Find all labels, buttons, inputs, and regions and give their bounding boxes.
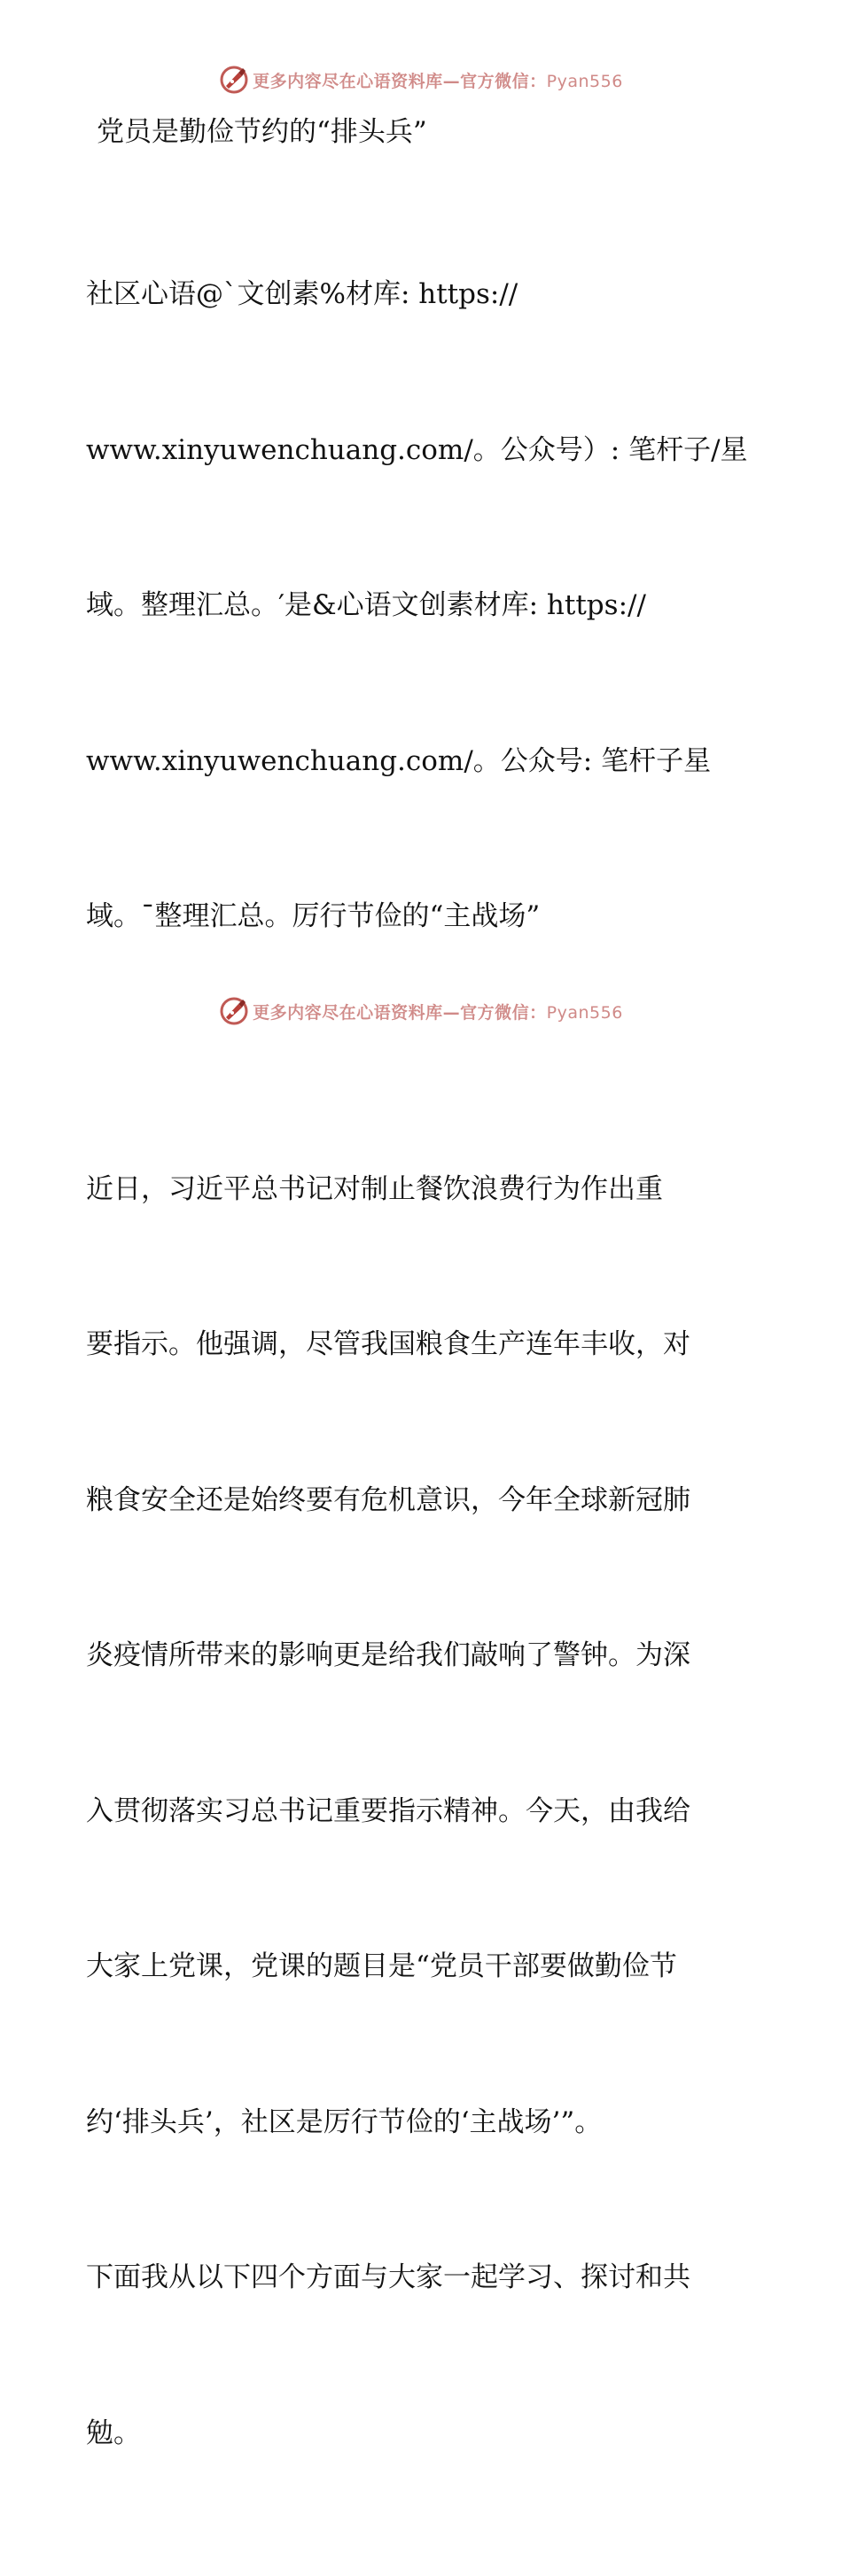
header-brand-text — [253, 68, 623, 92]
footer-wechat-handle[interactable]: Pyan556 — [546, 1002, 623, 1023]
paragraph-2-line: 入贯彻落实习总书记重要指示精神。今天，由我给 — [86, 1794, 690, 1827]
document-body — [86, 106, 760, 2576]
footer-brand-text — [253, 1000, 623, 1023]
header-brand-label: 更多内容尽在心语资料库—官方微信： — [253, 71, 547, 91]
paragraph-2-line: 近日，习近平总书记对制止餐饮浪费行为作出重 — [86, 1172, 663, 1205]
paragraph-2-line: 下面我从以下四个方面与大家一起学习、探讨和共 — [86, 2261, 690, 2293]
header-banner — [0, 62, 842, 97]
paragraph-1-line: www.xinyuwenchuang.com/。公众号: 笔杆子星 — [86, 744, 712, 777]
document-title: 党员是勤俭节约的“排头兵” — [97, 116, 427, 148]
paragraph-2-line: 约‘排头兵’，社区是厉行节俭的‘主战场’”。 — [86, 2105, 603, 2138]
paragraph-2-line: 炎疫情所带来的影响更是给我们敲响了警钟。为深 — [86, 1639, 690, 1671]
paragraph-1-line: www.xinyuwenchuang.com/。公众号）: 笔杆子/星 — [86, 433, 748, 466]
pen-nib-logo-icon — [219, 996, 249, 1026]
paragraph-1 — [86, 165, 760, 1047]
paragraph-2-line: 粮食安全还是始终要有危机意识，今年全球新冠肺 — [86, 1483, 690, 1516]
paragraph-2-line: 大家上党课，党课的题目是“党员干部要做勤俭节 — [86, 1950, 677, 1982]
footer-banner — [0, 993, 842, 1029]
paragraph-2-line: 勉。 — [86, 2416, 141, 2449]
paragraph-2-line: 要指示。他强调，尽管我国粮食生产连年丰收，对 — [86, 1328, 690, 1360]
pen-nib-logo-icon — [219, 65, 249, 95]
header-wechat-handle[interactable]: Pyan556 — [546, 71, 623, 91]
footer-brand-label: 更多内容尽在心语资料库—官方微信： — [253, 1002, 547, 1023]
paragraph-1-line: 社区心语@`文创素%材库: https:// — [86, 278, 518, 310]
paragraph-1-line: 域。¯整理汇总。厉行节俭的“主战场” — [86, 900, 541, 932]
paragraph-1-line: 域。整理汇总。′是&心语文创素材库: https:// — [86, 589, 646, 621]
paragraph-2 — [86, 1060, 760, 2564]
